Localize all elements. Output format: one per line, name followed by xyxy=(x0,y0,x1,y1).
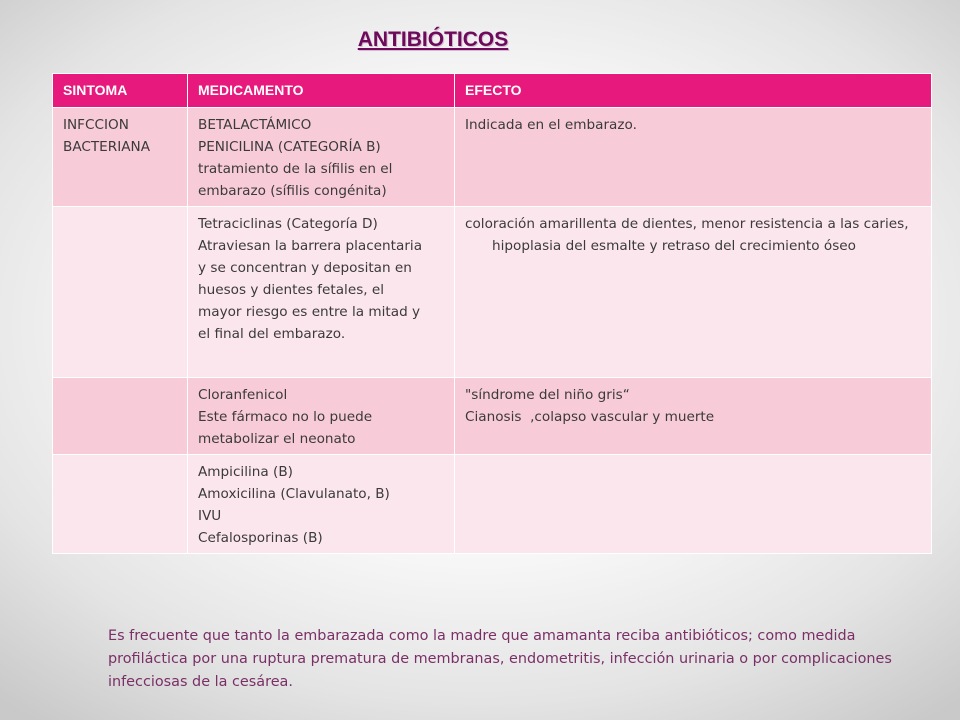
cell-efecto xyxy=(455,455,932,554)
table-row xyxy=(53,207,932,378)
cell-text: Atraviesan la barrera placentaria xyxy=(198,238,423,254)
cell-medicamento xyxy=(188,207,455,378)
cell-medicamento xyxy=(188,378,455,455)
cell-efecto xyxy=(455,108,932,207)
table-row xyxy=(53,108,932,207)
cell-sintoma xyxy=(53,108,188,207)
cell-text: PENICILINA (CATEGORÍA B) xyxy=(198,139,381,155)
cell-text: Cefalosporinas (B) xyxy=(198,530,323,546)
cell-sintoma xyxy=(53,207,188,378)
cell-text: metabolizar el neonato xyxy=(198,431,356,447)
cell-text: IVU xyxy=(198,508,222,524)
page-title: ANTIBIÓTICOS xyxy=(357,28,509,51)
header-medicamento: MEDICAMENTO xyxy=(188,74,455,108)
cell-text: coloración amarillenta de dientes, menor resistencia a las caries, hipoplasia del esmalte y retraso del crecimiento óseo xyxy=(465,216,909,254)
cell-text: "síndrome del niño gris“ xyxy=(465,387,630,403)
cell-text: BACTERIANA xyxy=(63,139,150,155)
antibiotics-table xyxy=(52,73,932,554)
cell-text: Amoxicilina (Clavulanato, B) xyxy=(198,486,390,502)
cell-text: huesos y dientes fetales, el xyxy=(198,282,385,298)
cell-text: Cianosis ,colapso vascular y muerte xyxy=(465,409,715,425)
cell-text: y se concentran y depositan en xyxy=(198,260,412,276)
cell-medicamento xyxy=(188,455,455,554)
header-efecto: EFECTO xyxy=(455,74,932,108)
cell-text: Ampicilina (B) xyxy=(198,464,293,480)
cell-text: tratamiento de la sífilis en el xyxy=(198,161,393,177)
cell-text: BETALACTÁMICO xyxy=(198,117,312,133)
table-row xyxy=(53,378,932,455)
cell-text: Cloranfenicol xyxy=(198,387,288,403)
header-sintoma: SINTOMA xyxy=(53,74,188,108)
cell-text: Indicada en el embarazo. xyxy=(465,117,637,133)
cell-text: el final del embarazo. xyxy=(198,326,346,342)
cell-sintoma xyxy=(53,378,188,455)
table-row xyxy=(53,455,932,554)
cell-medicamento xyxy=(188,108,455,207)
cell-text: Este fármaco no lo puede xyxy=(198,409,373,425)
cell-text: INFCCION xyxy=(63,117,129,133)
cell-efecto xyxy=(455,378,932,455)
cell-text: Tetraciclinas (Categoría D) xyxy=(198,216,378,232)
cell-text: mayor riesgo es entre la mitad y xyxy=(198,304,421,320)
table-header-row xyxy=(53,74,932,108)
footer-note: Es frecuente que tanto la embarazada como la madre que amamanta reciba antibióticos; como medida profiláctica por una ruptura prematura de membranas, endometritis, infección urinaria o por complicaciones infecciosas de la cesárea. xyxy=(108,628,892,690)
cell-sintoma xyxy=(53,455,188,554)
cell-text: embarazo (sífilis congénita) xyxy=(198,183,387,199)
cell-efecto xyxy=(455,207,932,378)
